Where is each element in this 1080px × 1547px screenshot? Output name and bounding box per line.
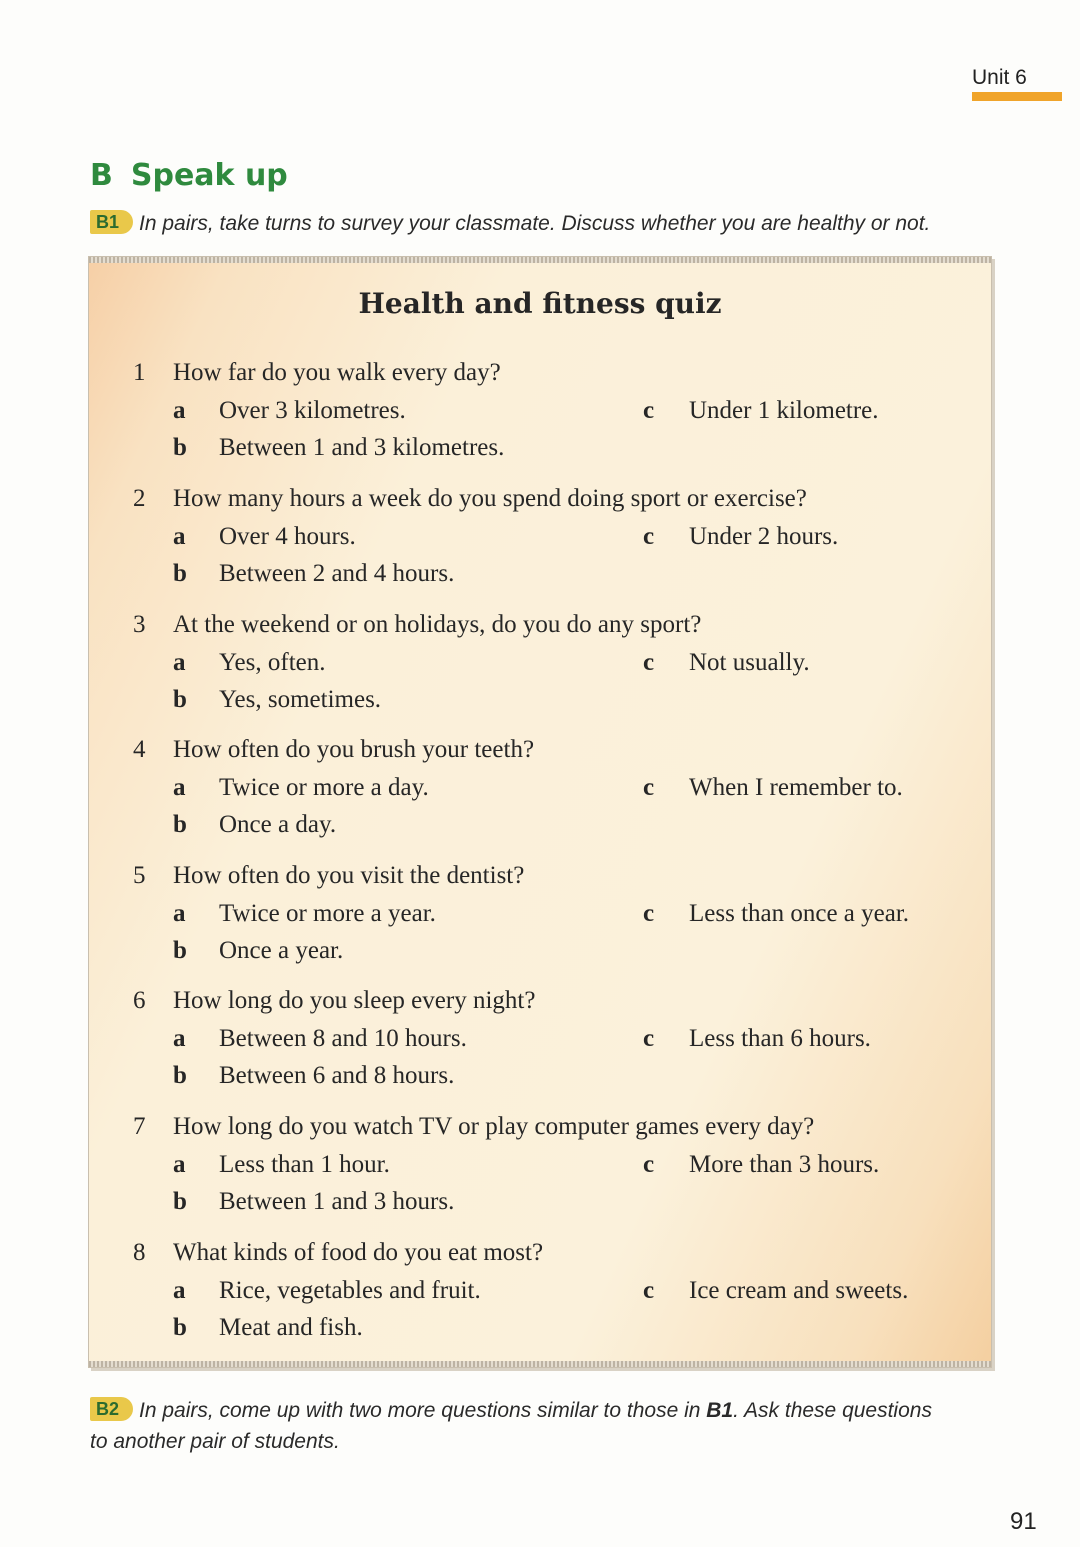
option-text: Over 4 hours.	[219, 523, 356, 550]
quiz-question-2	[133, 480, 973, 592]
quiz-card	[88, 256, 992, 1368]
option-letter: a	[173, 1025, 186, 1052]
option-c	[643, 644, 810, 681]
unit-accent-bar	[972, 92, 1062, 101]
question-number: 5	[133, 862, 146, 889]
option-c	[643, 392, 879, 429]
option-c	[643, 769, 903, 806]
option-text: Under 2 hours.	[689, 523, 839, 550]
section-title: Speak up	[130, 158, 288, 193]
option-a	[173, 392, 406, 429]
option-letter: a	[173, 649, 186, 676]
question-text: How far do you walk every day?	[173, 359, 501, 386]
page-number: 91	[1010, 1508, 1037, 1535]
option-c	[643, 1146, 879, 1183]
option-letter: c	[643, 1025, 655, 1052]
quiz-title: Health and fitness quiz	[358, 287, 722, 320]
option-text: Once a day.	[219, 811, 337, 838]
option-text: Between 2 and 4 hours.	[219, 560, 455, 587]
option-text: Between 1 and 3 hours.	[219, 1188, 455, 1215]
question-number: 7	[133, 1113, 146, 1140]
option-c	[643, 895, 909, 932]
option-letter: a	[173, 1151, 186, 1178]
question-number: 4	[133, 736, 146, 763]
quiz-question-3	[133, 606, 973, 718]
b2-instruction	[90, 1395, 950, 1457]
option-letter: b	[173, 686, 187, 713]
option-text: Less than 1 hour.	[219, 1151, 390, 1178]
option-letter: c	[643, 1151, 655, 1178]
option-text: Under 1 kilometre.	[689, 397, 879, 424]
option-text: Less than 6 hours.	[689, 1025, 871, 1052]
option-b	[173, 1183, 454, 1220]
quiz-question-8	[133, 1234, 973, 1346]
b2-text-after: . Ask these questions to another pair of students.	[90, 1399, 932, 1453]
option-text: Twice or more a year.	[219, 900, 436, 927]
option-a	[173, 1020, 467, 1057]
option-text: Between 6 and 8 hours.	[219, 1062, 455, 1089]
option-text: When I remember to.	[689, 774, 903, 801]
option-text: Over 3 kilometres.	[219, 397, 406, 424]
option-letter: b	[173, 434, 187, 461]
option-letter: c	[643, 1277, 655, 1304]
option-text: Ice cream and sweets.	[689, 1277, 909, 1304]
option-b	[173, 806, 336, 843]
question-number: 1	[133, 359, 146, 386]
option-text: Between 1 and 3 kilometres.	[219, 434, 505, 461]
b2-reference: B1	[706, 1399, 734, 1422]
option-c	[643, 1272, 908, 1309]
section-letter: B	[90, 158, 113, 193]
option-text: Not usually.	[689, 649, 810, 676]
option-a	[173, 1146, 390, 1183]
option-a	[173, 1272, 481, 1309]
unit-label: Unit 6	[972, 66, 1027, 89]
b2-badge: B2	[90, 1397, 133, 1421]
b2-text-before: In pairs, come up with two more questions similar to those in	[139, 1399, 707, 1422]
option-letter: b	[173, 560, 187, 587]
quiz-question-4	[133, 731, 973, 843]
option-a	[173, 895, 436, 932]
question-number: 8	[133, 1239, 146, 1266]
option-letter: c	[643, 649, 655, 676]
option-text: Meat and fish.	[219, 1314, 363, 1341]
question-text: How many hours a week do you spend doing sport or exercise?	[173, 485, 807, 512]
option-letter: a	[173, 1277, 186, 1304]
option-letter: c	[643, 900, 655, 927]
question-text: What kinds of food do you eat most?	[173, 1239, 544, 1266]
question-number: 3	[133, 611, 146, 638]
option-text: More than 3 hours.	[689, 1151, 880, 1178]
b1-badge: B1	[90, 210, 133, 234]
option-b	[173, 555, 454, 592]
option-c	[643, 1020, 871, 1057]
option-a	[173, 518, 356, 555]
b1-text: In pairs, take turns to survey your classmate. Discuss whether you are healthy or not.	[139, 212, 931, 235]
option-text: Yes, often.	[219, 649, 326, 676]
option-a	[173, 644, 326, 681]
option-letter: b	[173, 937, 187, 964]
question-number: 6	[133, 987, 146, 1014]
option-letter: c	[643, 397, 655, 424]
question-text: How often do you visit the dentist?	[173, 862, 525, 889]
option-text: Between 8 and 10 hours.	[219, 1025, 467, 1052]
question-text: How often do you brush your teeth?	[173, 736, 535, 763]
quiz-question-1	[133, 354, 973, 466]
option-text: Yes, sometimes.	[219, 686, 382, 713]
option-b	[173, 1057, 454, 1094]
option-letter: b	[173, 1062, 187, 1089]
option-text: Rice, vegetables and fruit.	[219, 1277, 481, 1304]
question-text: How long do you sleep every night?	[173, 987, 536, 1014]
b1-instruction	[90, 208, 1050, 239]
option-b	[173, 681, 381, 718]
quiz-question-6	[133, 982, 973, 1094]
quiz-question-7	[133, 1108, 973, 1220]
section-heading	[90, 158, 288, 193]
option-letter: a	[173, 523, 186, 550]
option-a	[173, 769, 429, 806]
question-number: 2	[133, 485, 146, 512]
option-b	[173, 1309, 363, 1346]
option-letter: b	[173, 1314, 187, 1341]
option-letter: c	[643, 523, 655, 550]
option-letter: a	[173, 397, 186, 424]
option-letter: a	[173, 900, 186, 927]
question-text: At the weekend or on holidays, do you do any sport?	[173, 611, 702, 638]
option-c	[643, 518, 838, 555]
option-text: Less than once a year.	[689, 900, 910, 927]
option-letter: a	[173, 774, 186, 801]
option-text: Twice or more a day.	[219, 774, 429, 801]
quiz-question-5	[133, 857, 973, 969]
question-text: How long do you watch TV or play computer games every day?	[173, 1113, 815, 1140]
option-letter: b	[173, 1188, 187, 1215]
option-b	[173, 429, 504, 466]
option-letter: c	[643, 774, 655, 801]
option-b	[173, 932, 343, 969]
option-letter: b	[173, 811, 187, 838]
option-text: Once a year.	[219, 937, 344, 964]
